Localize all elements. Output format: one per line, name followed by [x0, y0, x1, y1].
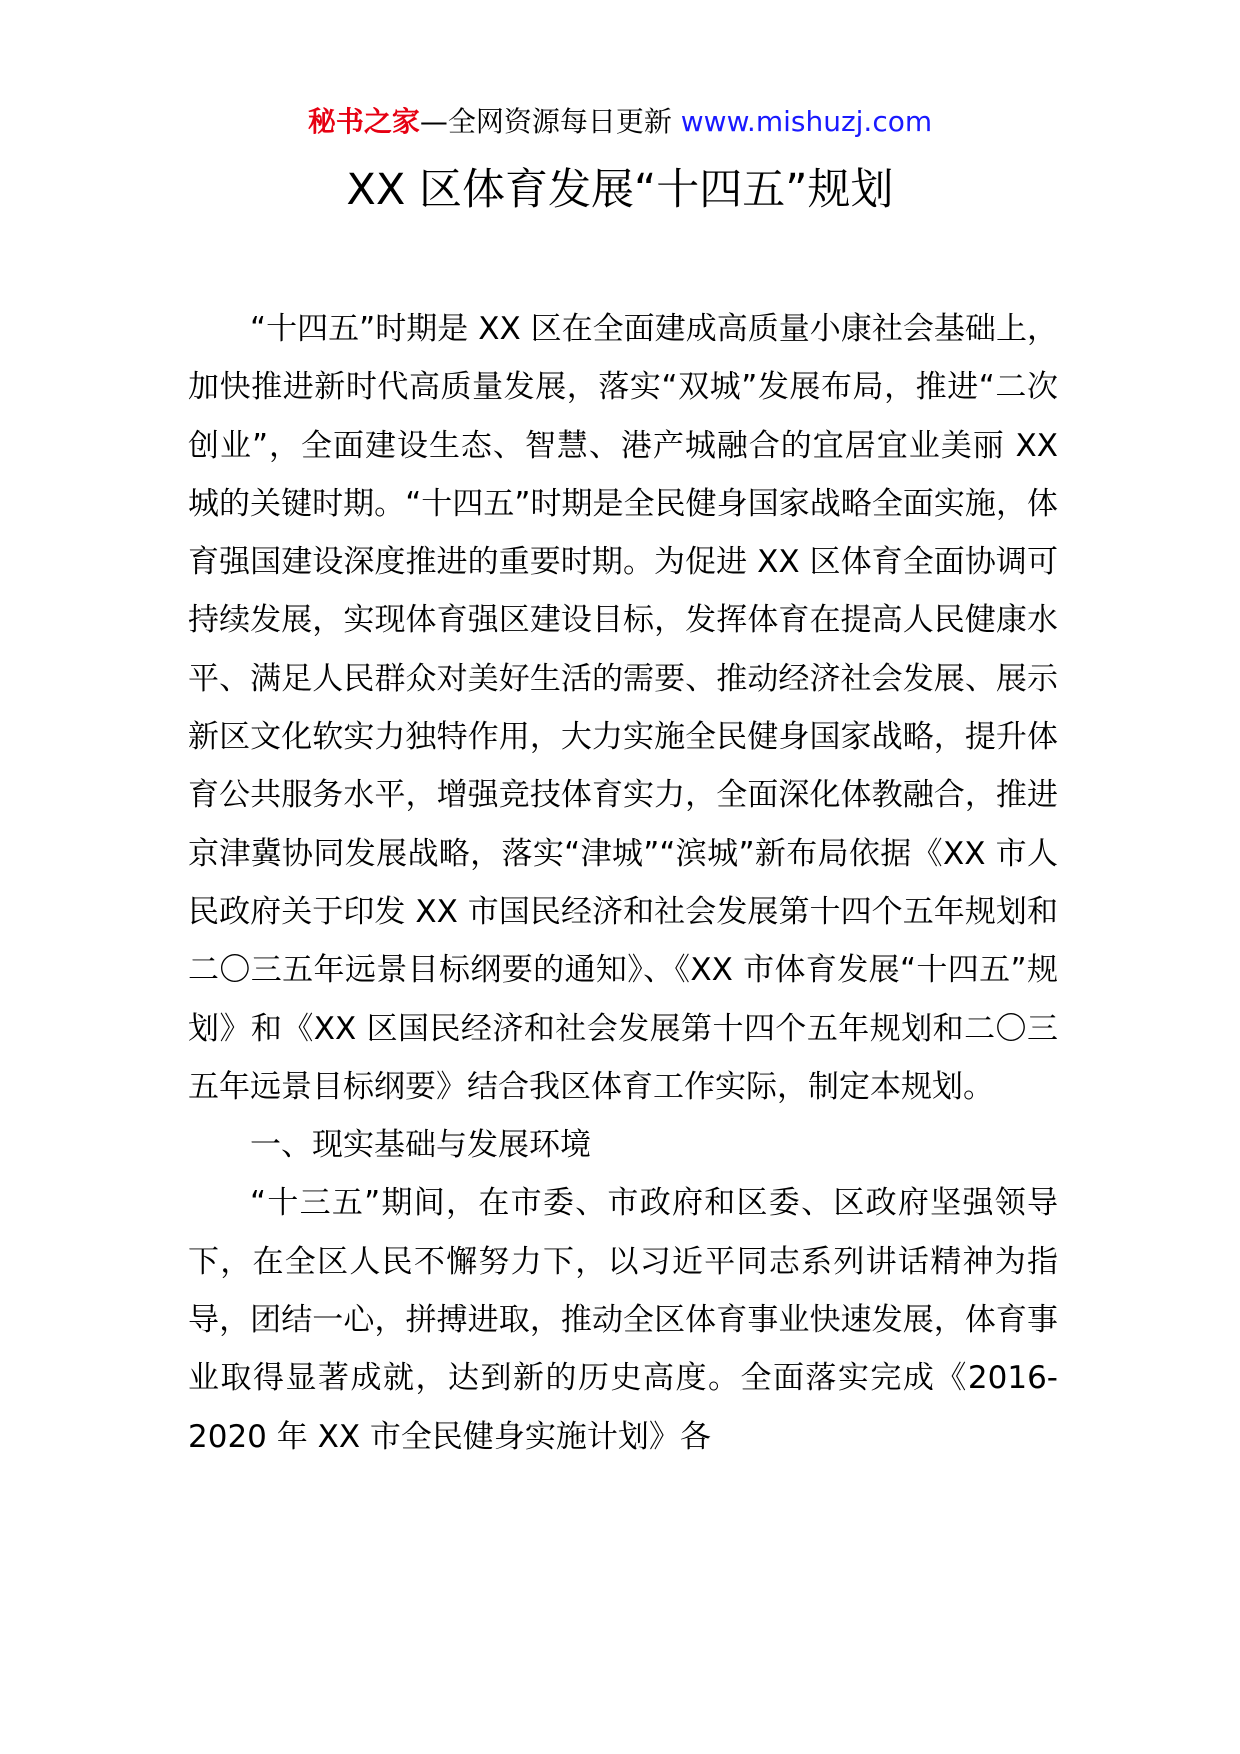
document-body — [188, 300, 1058, 1466]
banner-tagline: —全网资源每日更新 — [419, 105, 681, 138]
site-banner — [0, 100, 1240, 144]
document-title: XX 区体育发展“十四五”规划 — [346, 165, 894, 215]
section-paragraph: “十三五”期间，在市委、市政府和区委、区政府坚强领导下，在全区人民不懈努力下，以习近平同志系列讲话精神为指导，团结一心，拼搏进取，推动全区体育事业快速发展，体育事业取得显著成就，达到新的历史高度。全面落实完成《2016-2020 年 XX 市全民健身实施计划》各 — [188, 1185, 1058, 1455]
site-url-link[interactable]: www.mishuzj.com — [680, 105, 933, 138]
brand-name: 秘书之家 — [307, 105, 420, 138]
section-heading: 一、现实基础与发展环境 — [250, 1127, 591, 1164]
intro-paragraph: “十四五”时期是 XX 区在全面建成高质量小康社会基础上，加快推进新时代高质量发展，落实“双城”发展布局，推进“二次创业”，全面建设生态、智慧、港产城融合的宜居宜业美丽 XX 城的关键时期。“十四五”时期是全民健身国家战略全面实施，体育强国建设深度推进的重要时期。为促进 XX 区体育全面协调可持续发展，实现体育强区建设目标，发挥体育在提高人民健康水平、满足人民群众对美好生活的需要、推动经济社会发展、展示新区文化软实力独特作用，大力实施全民健身国家战略，提升体育公共服务水平，增强竞技体育实力，全面深化体教融合，推进京津冀协同发展战略，落实“津城”“滨城”新布局依据《XX 市人民政府关于印发 XX 市国民经济和社会发展第十四个五年规划和二〇三五年远景目标纲要的通知》、《XX 市体育发展“十四五”规划》和《XX 区国民经济和社会发展第十四个五年规划和二〇三五年远景目标纲要》结合我区体育工作实际，制定本规划。 — [188, 311, 1058, 1105]
